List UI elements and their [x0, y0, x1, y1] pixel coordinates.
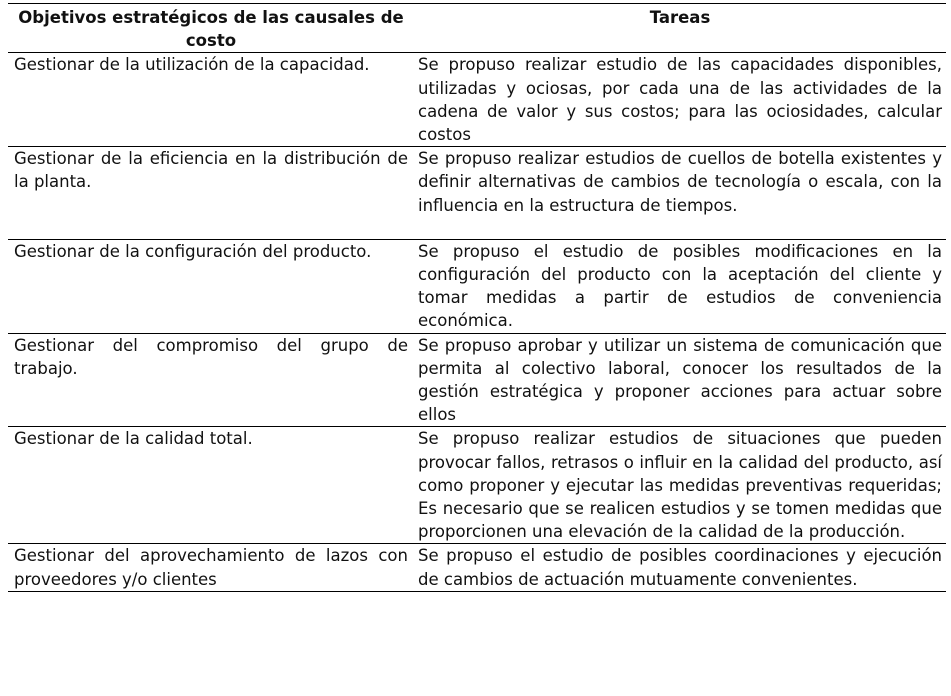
table-row	[8, 427, 946, 544]
objective-cell: Gestionar de la utilización de la capacidad.	[14, 55, 370, 75]
table-row	[8, 333, 946, 427]
objective-cell: Gestionar del aprovechamiento de lazos con proveedores y/o clientes	[14, 546, 408, 589]
table-row	[8, 544, 946, 591]
objective-cell: Gestionar del compromiso del grupo de trabajo.	[14, 335, 408, 378]
task-cell: Se propuso aprobar y utilizar un sistema de comunicación que permita al colectivo laboral, conocer los resultados de la gestión estratégica y proponer acciones para actuar sobre ellos	[418, 335, 942, 425]
header-tasks: Tareas	[649, 8, 711, 27]
table-row	[8, 53, 946, 147]
task-cell: Se propuso realizar estudios de situaciones que pueden provocar fallos, retrasos o influir en la calidad del producto, así como proponer y ejecutar las medidas preventivas requeridas; Es necesario que se realicen estudios y se tomen medidas que proporcionen una elevación de la calidad de la producción.	[418, 429, 942, 542]
objective-cell: Gestionar de la configuración del producto.	[14, 241, 372, 261]
table-row	[8, 239, 946, 333]
table-header-row	[8, 4, 946, 53]
task-cell: Se propuso el estudio de posibles coordinaciones y ejecución de cambios de actuación mutuamente convenientes.	[418, 546, 942, 589]
objective-cell: Gestionar de la calidad total.	[14, 429, 253, 449]
task-cell: Se propuso el estudio de posibles modificaciones en la configuración del producto con la aceptación del cliente y tomar medidas a partir de estudios de conveniencia económica.	[418, 241, 942, 331]
task-cell: Se propuso realizar estudio de las capacidades disponibles, utilizadas y ociosas, por cada una de las actividades de la cadena de valor y sus costos; para las ociosidades, calcular costos	[418, 55, 942, 145]
task-cell: Se propuso realizar estudios de cuellos de botella existentes y definir alternativas de cambios de tecnología o escala, con la influencia en la estructura de tiempos.	[418, 149, 942, 215]
objective-cell: Gestionar de la eficiencia en la distribución de la planta.	[14, 149, 408, 192]
header-objectives: Objetivos estratégicos de las causales de costo	[18, 8, 404, 51]
table-row	[8, 147, 946, 240]
cost-objectives-table	[8, 3, 946, 592]
